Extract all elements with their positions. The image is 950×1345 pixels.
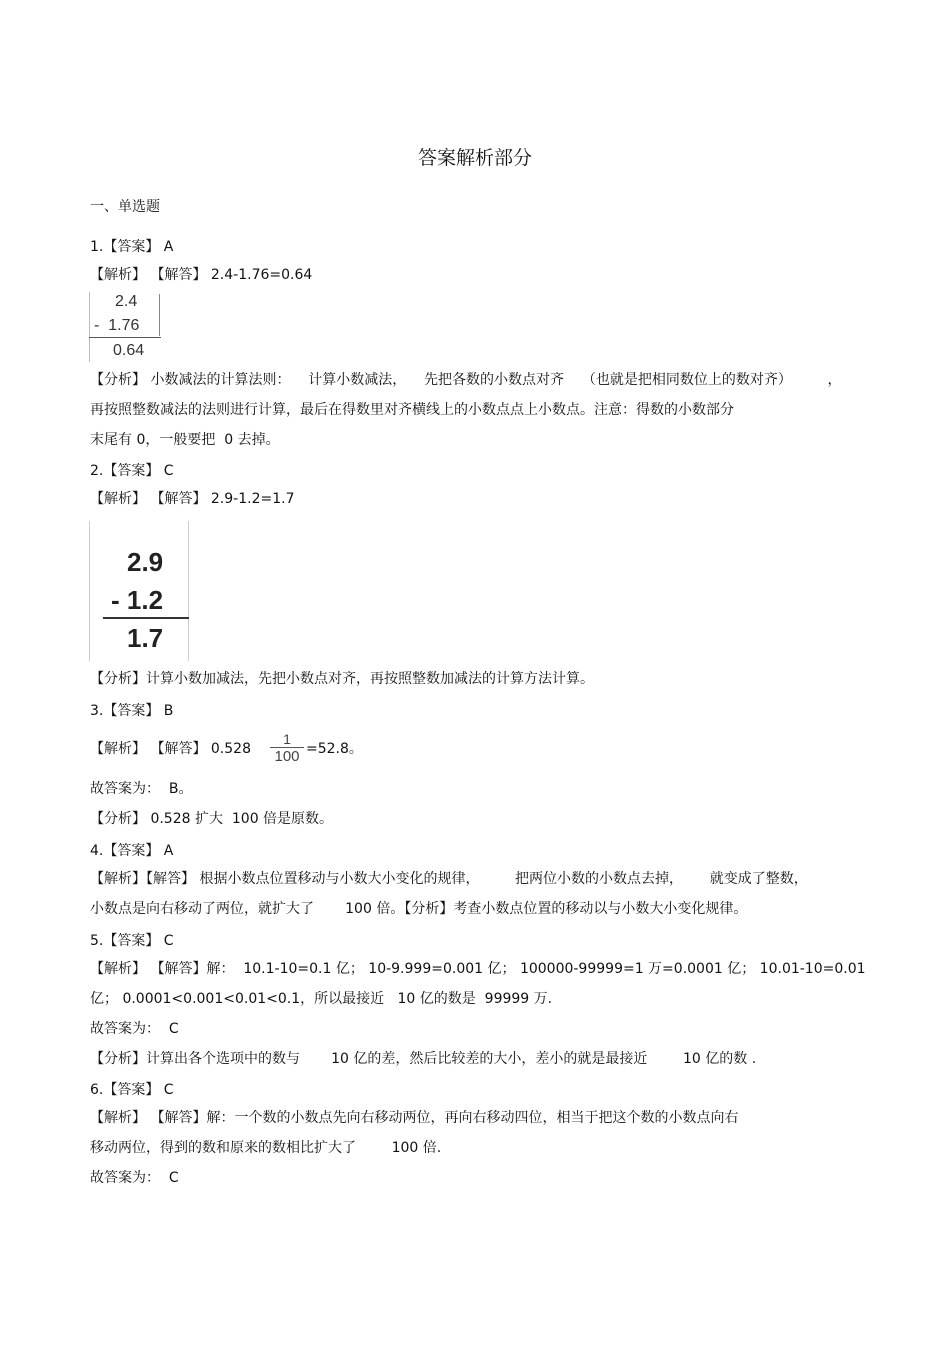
q6-solution-line2: 移动两位，得到的数和原来的数相比扩大了 100 倍.: [90, 1140, 442, 1156]
q5-solution-line2: 亿； 0.0001<0.001<0.01<0.1，所以最接近 10 亿的数是 99999 万.: [90, 991, 553, 1007]
section-heading: 一、单选题: [90, 199, 160, 215]
q3-analysis: 【分析】 0.528 扩大 100 倍是原数。: [90, 811, 334, 827]
calc-subtrahend: - 1.76: [94, 317, 140, 334]
q1-vertical-calculation: [89, 292, 161, 362]
q3-conclusion: 故答案为： B。: [90, 781, 193, 797]
figure-edge: [159, 294, 160, 336]
calc-rule: [103, 617, 189, 619]
q6-conclusion: 故答案为： C: [90, 1170, 179, 1186]
q2-analysis: 【分析】计算小数加减法，先把小数点对齐，再按照整数加减法的计算方法计算。: [90, 671, 594, 687]
q5-conclusion: 故答案为： C: [90, 1021, 179, 1037]
calc-result: 1.7: [127, 623, 164, 653]
q1-solution: 【解析】 【解答】 2.4-1.76=0.64: [90, 267, 313, 283]
calc-subtrahend: - 1.2: [111, 585, 164, 615]
q1-analysis-line1: 【分析】 小数减法的计算法则： 计算小数减法， 先把各数的小数点对齐 （也就是把相同数位上的数对齐） ，: [90, 372, 842, 388]
q3-answer: 3.【答案】 B: [90, 703, 174, 719]
q5-analysis: 【分析】计算出各个选项中的数与 10 亿的差，然后比较差的大小，差小的就是最接近 10 亿的数 .: [90, 1051, 757, 1067]
q3-solution-prefix: 【解析】 【解答】 0.528: [90, 741, 256, 757]
q2-vertical-calculation: [89, 521, 189, 661]
q5-solution-line1: 【解析】 【解答】解： 10.1-10=0.1 亿； 10-9.999=0.001 亿； 100000-99999=1 万=0.0001 亿； 10.01-10=0.01: [90, 961, 866, 977]
figure-edge: [89, 521, 90, 661]
page-title: 答案解析部分: [417, 147, 532, 169]
q1-analysis-line3: 末尾有 0，一般要把 0 去掉。: [90, 432, 280, 448]
figure-edge: [188, 521, 189, 661]
q2-answer: 2.【答案】 C: [90, 463, 174, 479]
figure-edge: [89, 292, 90, 362]
q6-solution-line1: 【解析】 【解答】解：一个数的小数点先向右移动两位，再向右移动四位，相当于把这个数的小数点向右: [90, 1110, 739, 1126]
fraction-one-hundredth: [270, 731, 304, 765]
fraction-numerator: 1: [283, 731, 291, 747]
calc-result: 0.64: [113, 342, 145, 359]
q5-answer: 5.【答案】 C: [90, 933, 174, 949]
q4-answer: 4.【答案】 A: [90, 843, 174, 859]
q1-analysis-line2: 再按照整数减法的法则进行计算，最后在得数里对齐横线上的小数点点上小数点。注意：得数的小数部分: [90, 402, 734, 418]
fraction-denominator: 100: [274, 748, 300, 765]
q3-solution-suffix: =52.8。: [306, 741, 363, 757]
q4-solution-line1: 【解析】【解答】 根据小数点位置移动与小数大小变化的规律， 把两位小数的小数点去掉， 就变成了整数，: [90, 871, 808, 887]
calc-top-number: 2.9: [127, 547, 164, 577]
q6-answer: 6.【答案】 C: [90, 1082, 174, 1098]
q4-solution-line2: 小数点是向右移动了两位，就扩大了 100 倍。【分析】考查小数点位置的移动以与小数大小变化规律。: [90, 901, 748, 917]
calc-top-number: 2.4: [115, 293, 138, 310]
q2-solution: 【解析】 【解答】 2.9-1.2=1.7: [90, 491, 295, 507]
calc-rule: [89, 337, 161, 338]
q1-answer: 1.【答案】 A: [90, 239, 174, 255]
